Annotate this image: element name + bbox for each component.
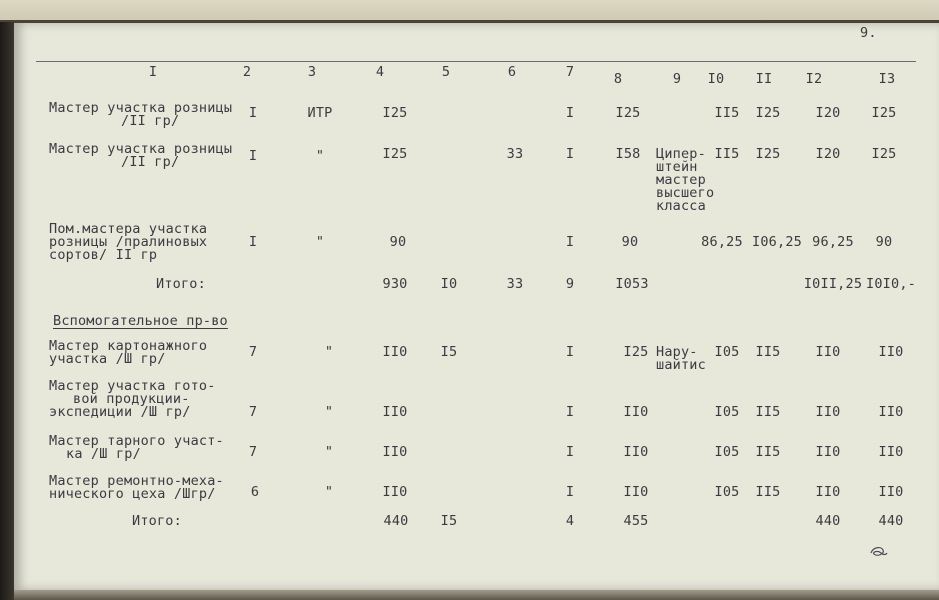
position-name-line: ка /Ш гр/: [66, 446, 141, 462]
position-name-line: Мастер участка розницы: [49, 141, 233, 157]
cell-col10: I05: [714, 344, 740, 360]
cell-col13: I0I0,-: [866, 276, 916, 292]
cell-col4: II0: [382, 444, 408, 460]
cell-col2: 7: [248, 344, 258, 360]
cell-col12: I20: [815, 146, 841, 162]
cell-col13: II0: [878, 344, 904, 360]
cell-col6: 33: [506, 146, 524, 162]
cell-col5: I5: [440, 344, 458, 360]
cell-col7: 9: [565, 276, 575, 292]
page-number: 9.: [860, 25, 877, 41]
position-name-line: Мастер картонажного: [49, 338, 208, 354]
cell-col8: I053: [615, 276, 649, 292]
position-name-line: Мастер участка гото-: [49, 378, 216, 394]
column-header-9: 9: [672, 71, 682, 87]
note-line: мастер: [656, 172, 706, 188]
cell-col2: I: [248, 234, 258, 250]
note-line: Нару-: [656, 344, 698, 360]
cell-col7: I: [565, 146, 575, 162]
cell-col8: 90: [621, 234, 639, 250]
cell-col8: II0: [623, 444, 649, 460]
cell-col8: I25: [615, 105, 641, 121]
cell-col3: ": [324, 404, 334, 420]
page-bottom-edge: [14, 590, 939, 600]
cell-col11: II5: [755, 484, 781, 500]
cell-col10: II5: [714, 105, 740, 121]
cell-col2: 7: [248, 404, 258, 420]
cell-col11: I06,25: [752, 234, 802, 250]
cell-col7: 4: [565, 513, 575, 529]
cell-col13: 90: [875, 234, 893, 250]
column-header-6: 6: [507, 64, 517, 80]
column-header-3: 3: [307, 64, 317, 80]
book-binding: [0, 22, 14, 600]
cell-col4: 930: [382, 276, 408, 292]
cell-col3: ": [315, 148, 325, 164]
total-label: Итого:: [156, 276, 206, 292]
cell-col13: II0: [878, 444, 904, 460]
cell-col2: I: [248, 148, 258, 164]
cell-col8: 455: [623, 513, 649, 529]
note-line: шайтис: [656, 357, 706, 373]
pencil-mark-icon: [869, 544, 889, 560]
position-name-line: Мастер ремонтно-меха-: [49, 473, 224, 489]
cell-col5: I5: [440, 513, 458, 529]
cell-col10: I05: [714, 404, 740, 420]
cell-col4: I25: [382, 146, 408, 162]
position-name-line: Мастер тарного участ-: [49, 433, 224, 449]
cell-col7: I: [565, 484, 575, 500]
position-name-line: Мастер участка розницы: [49, 100, 233, 116]
cell-col2: 7: [248, 444, 258, 460]
cell-col6: 33: [506, 276, 524, 292]
cell-col8: II0: [623, 484, 649, 500]
header-divider: [36, 61, 916, 62]
cell-col13: II0: [878, 404, 904, 420]
cell-col8: II0: [623, 404, 649, 420]
position-name-line: /II гр/: [121, 113, 180, 129]
cell-col13: II0: [878, 484, 904, 500]
cell-col11: II5: [755, 404, 781, 420]
cell-col13: I25: [871, 105, 897, 121]
cell-col7: I: [565, 444, 575, 460]
cell-col3: ": [324, 344, 334, 360]
note-line: класса: [656, 198, 706, 214]
cell-col11: I25: [755, 105, 781, 121]
cell-col12: I20: [815, 105, 841, 121]
position-name-line: нического цеха /Шгр/: [49, 486, 216, 502]
column-header-2: 2: [242, 64, 252, 80]
cell-col2: 6: [250, 484, 260, 500]
cell-col5: I0: [440, 276, 458, 292]
column-header-5: 5: [441, 64, 451, 80]
position-name-line: участка /Ш гр/: [49, 351, 166, 367]
note-line: высшего: [656, 185, 715, 201]
position-name-line: /II гр/: [121, 154, 180, 170]
column-header-10: I0: [707, 71, 725, 87]
column-header-7: 7: [565, 64, 575, 80]
cell-col4: II0: [382, 404, 408, 420]
cell-col7: I: [565, 344, 575, 360]
cell-col11: II5: [755, 444, 781, 460]
cell-col10: I05: [714, 444, 740, 460]
cell-col11: I25: [755, 146, 781, 162]
cell-col4: II0: [382, 484, 408, 500]
cell-col8: I25: [623, 344, 649, 360]
position-name-line: вой продукции-: [73, 391, 190, 407]
cell-col3: ": [315, 234, 325, 250]
cell-col10: II5: [714, 146, 740, 162]
cell-col13: I25: [871, 146, 897, 162]
column-header-12: I2: [805, 71, 823, 87]
column-header-1: I: [148, 64, 158, 80]
cell-col8: I58: [615, 146, 641, 162]
position-name-line: экспедиции /Ш гр/: [49, 404, 191, 420]
column-header-11: II: [755, 71, 773, 87]
cell-col3: ": [324, 444, 334, 460]
cell-col10: 86,25: [701, 234, 743, 250]
note-line: Ципер-: [656, 146, 706, 162]
cell-col7: I: [565, 234, 575, 250]
cell-col7: I: [565, 105, 575, 121]
cell-col12: 440: [815, 513, 841, 529]
note-line: штейн: [656, 159, 698, 175]
cell-col3: ИТР: [307, 105, 333, 121]
cell-col12: II0: [815, 344, 841, 360]
cell-col12: 96,25: [812, 234, 854, 250]
cell-col10: I05: [714, 484, 740, 500]
previous-page-edge: [0, 0, 939, 22]
column-header-8: 8: [613, 71, 623, 87]
cell-col4: 440: [383, 513, 409, 529]
cell-col13: 440: [878, 513, 904, 529]
total-label: Итого:: [132, 513, 182, 529]
cell-col12: II0: [815, 404, 841, 420]
section-heading: Вспомогательное пр-во: [53, 313, 228, 329]
column-header-4: 4: [375, 64, 385, 80]
cell-col4: I25: [382, 105, 408, 121]
position-name-line: розницы /пралиновых: [49, 234, 208, 250]
cell-col11: II5: [755, 344, 781, 360]
cell-col12: II0: [815, 484, 841, 500]
cell-col4: 90: [389, 234, 407, 250]
cell-col12: II0: [815, 444, 841, 460]
cell-col4: II0: [382, 344, 408, 360]
cell-col12: I0II,25: [803, 276, 863, 292]
cell-col3: ": [324, 484, 334, 500]
position-name-line: сортов/ II гр: [49, 247, 158, 263]
column-header-13: I3: [878, 71, 896, 87]
cell-col2: I: [248, 105, 258, 121]
position-name-line: Пом.мастера участка: [49, 221, 208, 237]
cell-col7: I: [565, 404, 575, 420]
